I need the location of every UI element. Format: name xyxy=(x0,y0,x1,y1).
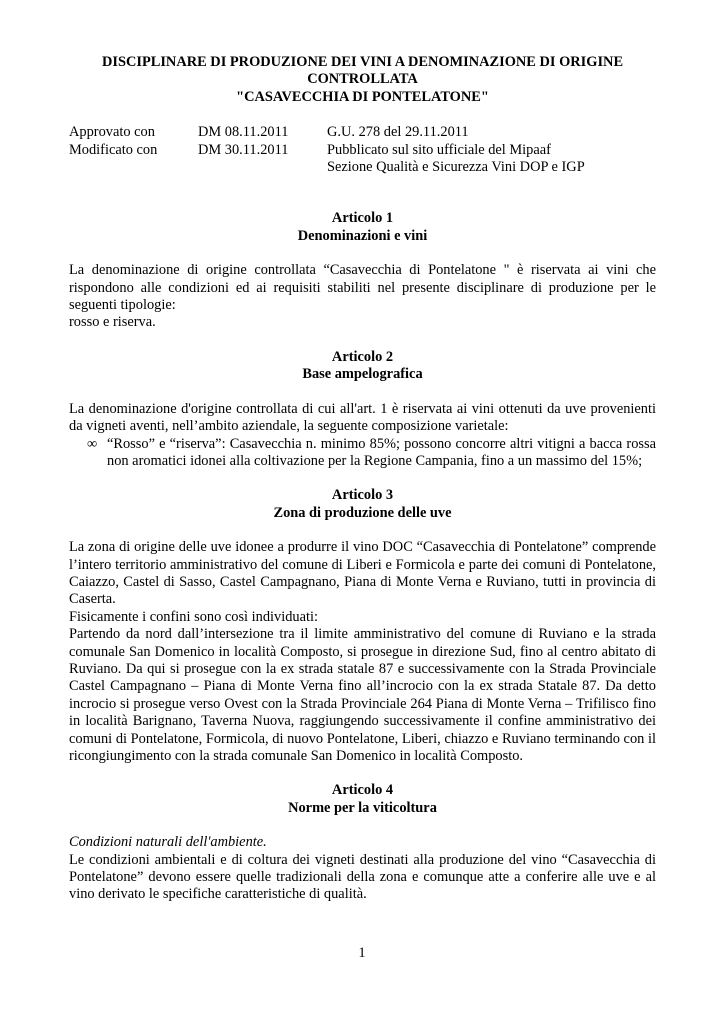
article-4-heading xyxy=(69,782,656,817)
article-2-number: Articolo 2 xyxy=(331,348,394,365)
document-page xyxy=(69,54,656,904)
article-4-text: Le condizioni ambientali e di coltura dei vigneti destinati alla produzione del vino “Casavecchia di Pontelatone” devono essere quelle tradizionali della zona e comunque atte a conferire alle uve e al vino derivato le specifiche caratteristiche di qualità. xyxy=(69,851,656,903)
article-3-number: Articolo 3 xyxy=(331,487,394,504)
article-1-text: La denominazione di origine controllata “Casavecchia di Pontelatone " è riservata ai vini che rispondono alle condizioni ed ai requisiti stabiliti nel presente disciplinare di produzione per le seguenti tipologie: xyxy=(69,262,656,314)
modified-note-line-2: Sezione Qualità e Sicurezza Vini DOP e IGP xyxy=(327,159,585,176)
article-3-text: La zona di origine delle uve idonee a produrre il vino DOC “Casavecchia di Pontelatone” comprende l’intero territorio amministrativo del comune di Liberi e Formicola e parte dei comuni di Pontelatone, Caiazzo, Castel di Sasso, Castel Campagnano, Piana di Monte Verna e Ruviano, tutti in provincia di Caserta. xyxy=(69,539,656,608)
article-3-text-2: Fisicamente i confini sono così individuati: xyxy=(69,608,319,625)
article-2-title: Base ampelografica xyxy=(302,366,423,383)
title-line-3: "CASAVECCHIA DI PONTELATONE" xyxy=(236,88,489,105)
article-2-bullet xyxy=(69,436,656,471)
article-4-title: Norme per la viticoltura xyxy=(288,799,437,816)
article-2-bullet-text: “Rosso” e “riserva”: Casavecchia n. minimo 85%; possono concorre altri vitigni a bacca rossa non aromatici idonei alla coltivazione per la Regione Campania, fino a un massimo del 15%; xyxy=(107,435,656,469)
article-1-text-2: rosso e riserva. xyxy=(69,314,156,331)
modified-dm: DM 30.11.2011 xyxy=(198,141,289,158)
article-2-text: La denominazione d'origine controllata di cui all'art. 1 è riservata ai vini ottenuti da uve provenienti da vigneti aventi, nell’ambito aziendale, la seguente composizione varietale: xyxy=(69,400,656,435)
article-4-number: Articolo 4 xyxy=(331,782,394,799)
modified-note xyxy=(327,142,656,177)
approval-row xyxy=(69,124,656,141)
approved-label: Approvato con xyxy=(69,124,155,141)
article-4-subtitle: Condizioni naturali dell'ambiente. xyxy=(69,834,267,851)
title-line-2: CONTROLLATA xyxy=(307,71,418,88)
title-line-1: DISCIPLINARE DI PRODUZIONE DEI VINI A DENOMINAZIONE DI ORIGINE xyxy=(101,54,624,70)
approved-dm: DM 08.11.2011 xyxy=(198,124,289,141)
approved-gu: G.U. 278 del 29.11.2011 xyxy=(327,124,469,141)
document-title xyxy=(69,54,656,106)
article-1-number: Articolo 1 xyxy=(331,210,394,227)
modified-label: Modificato con xyxy=(69,141,158,158)
article-2-heading xyxy=(69,349,656,384)
article-1-title: Denominazioni e vini xyxy=(297,227,428,244)
modified-note-line-1: Pubblicato sul sito ufficiale del Mipaaf xyxy=(327,141,551,158)
modification-row xyxy=(69,142,656,177)
page-number: 1 xyxy=(358,945,366,961)
article-1-heading xyxy=(69,210,656,245)
article-3-title: Zona di produzione delle uve xyxy=(273,504,452,521)
infinity-bullet-icon: ∞ xyxy=(87,435,98,452)
approval-info xyxy=(69,124,656,176)
article-3-heading xyxy=(69,487,656,522)
article-3-text-3: Partendo da nord dall’intersezione tra il limite amministrativo del comune di Ruviano e la strada comunale San Domenico in località Composto, si prosegue in direzione Sud, fino al centro abitato di Ruviano. Da qui si prosegue con la ex strada statale 87 e successivamente con la Strada Provinciale Castel Campagnano – Piana di Monte Verna fino all’incrocio con la ex strada Statale 87. Da detto incrocio si prosegue verso Ovest con la Strada Provinciale 264 Piana di Monte Verna – Trifilisco fino in località Barignano, Taverna Nuova, raggiungendo successivamente il confine amministrativo dei comuni di Pontelatone, Formicola, di nuovo Pontelatone, Liberi, chiazzo e Ruviano terminando con il ricongiungimento con la strada comunale San Domenico in località Composto. xyxy=(69,626,656,764)
